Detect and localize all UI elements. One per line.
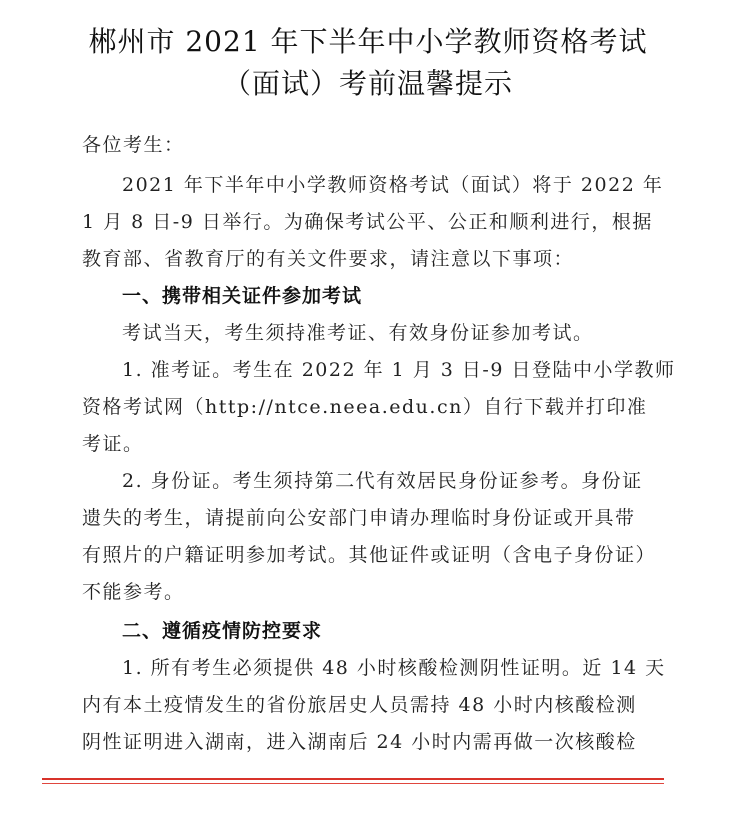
- section-2-item-1-line-3: 阴性证明进入湖南，进入湖南后 24 小时内需再做一次核酸检: [82, 731, 637, 753]
- intro-line-2: 1 月 8 日-9 日举行。为确保考试公平、公正和顺利进行，根据: [82, 211, 653, 233]
- section-1-item-1-line-2: 资格考试网（http://ntce.neea.edu.cn）自行下载并打印准: [82, 396, 648, 418]
- section-1-item-2-line-4: 不能参考。: [82, 581, 185, 603]
- intro-line-3: 教育部、省教育厅的有关文件要求，请注意以下事项：: [82, 248, 575, 270]
- red-divider-rule-thin: [42, 783, 664, 784]
- section-1-lead: 考试当天，考生须持准考证、有效身份证参加考试。: [122, 322, 594, 344]
- greeting: 各位考生：: [82, 134, 185, 156]
- intro-line-1: 2021 年下半年中小学教师资格考试（面试）将于 2022 年: [122, 174, 664, 196]
- section-1-item-2-line-3: 有照片的户籍证明参加考试。其他证件或证明（含电子身份证）: [82, 544, 657, 566]
- section-2-item-1-line-2: 内有本土疫情发生的省份旅居史人员需持 48 小时内核酸检测: [82, 694, 637, 716]
- section-1-item-1-line-3: 考证。: [82, 433, 144, 455]
- section-1-heading: 一、携带相关证件参加考试: [122, 285, 363, 307]
- section-2-heading: 二、遵循疫情防控要求: [122, 620, 323, 642]
- section-2-item-1-line-1: 1. 所有考生必须提供 48 小时核酸检测阴性证明。近 14 天: [122, 657, 666, 679]
- document-title-line-2: （面试）考前温馨提示: [222, 67, 513, 100]
- red-divider-rule: [42, 778, 664, 780]
- document-title-line-1: 郴州市 2021 年下半年中小学教师资格考试: [88, 25, 648, 58]
- section-1-item-1-line-1: 1. 准考证。考生在 2022 年 1 月 3 日-9 日登陆中小学教师: [122, 359, 676, 381]
- section-1-item-2-line-2: 遗失的考生，请提前向公安部门申请办理临时身份证或开具带: [82, 507, 636, 529]
- section-1-item-2-line-1: 2. 身份证。考生须持第二代有效居民身份证参考。身份证: [122, 470, 643, 492]
